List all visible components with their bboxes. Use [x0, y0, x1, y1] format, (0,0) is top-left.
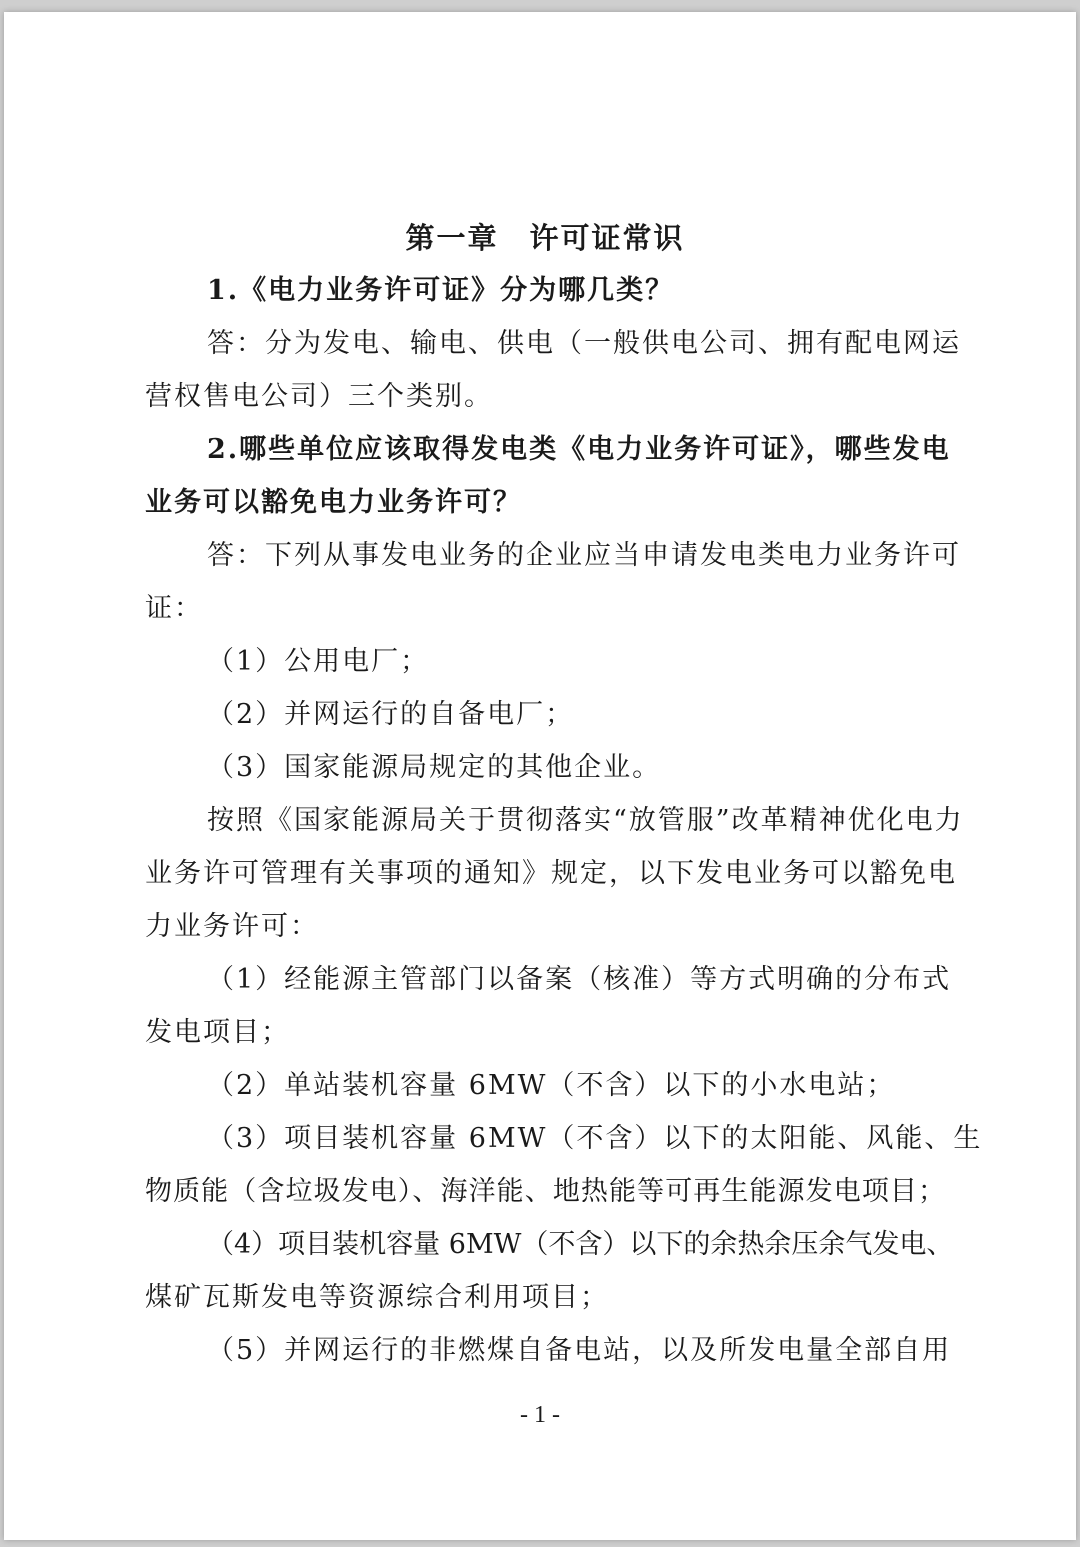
- exempt-item-1-line-1: （1）经能源主管部门以备案（核准）等方式明确的分布式: [207, 964, 952, 995]
- question-1: 1.《电力业务许可证》分为哪几类？: [207, 275, 675, 306]
- paragraph-line-3: 力业务许可：: [145, 911, 319, 942]
- list-item: （1）公用电厂；: [207, 646, 430, 677]
- paragraph-line-1: 按照《国家能源局关于贯彻落实“放管服”改革精神优化电力: [207, 805, 964, 836]
- answer-2-line-2: 证：: [145, 593, 203, 624]
- list-item: （2）并网运行的自备电厂；: [207, 699, 575, 730]
- answer-2-line-1: 答：下列从事发电业务的企业应当申请发电类电力业务许可: [207, 540, 961, 571]
- document-page: [4, 12, 1076, 1540]
- question-2-line-2: 业务可以豁免电力业务许可？: [145, 487, 522, 518]
- exempt-item-5-line-1: （5）并网运行的非燃煤自备电站，以及所发电量全部自用: [207, 1335, 952, 1366]
- paragraph-line-2: 业务许可管理有关事项的通知》规定，以下发电业务可以豁免电: [145, 858, 957, 889]
- answer-1-line-1: 答：分为发电、输电、供电（一般供电公司、拥有配电网运: [207, 328, 961, 359]
- exempt-item-1-line-2: 发电项目；: [145, 1017, 290, 1048]
- chapter-title: 第一章 许可证常识: [405, 221, 685, 255]
- answer-1-line-2: 营权售电公司）三个类别。: [145, 381, 493, 412]
- exempt-item-4-line-2: 煤矿瓦斯发电等资源综合利用项目；: [145, 1282, 609, 1313]
- list-item: （3）国家能源局规定的其他企业。: [207, 752, 662, 783]
- exempt-item-4-line-1: （4）项目装机容量 6MW（不含）以下的余热余压余气发电、: [207, 1229, 954, 1260]
- exempt-item-2: （2）单站装机容量 6MW（不含）以下的小水电站；: [207, 1070, 896, 1101]
- exempt-item-3-line-2: 物质能（含垃圾发电）、海洋能、地热能等可再生能源发电项目；: [145, 1176, 945, 1207]
- exempt-item-3-line-1: （3）项目装机容量 6MW（不含）以下的太阳能、风能、生: [207, 1123, 983, 1154]
- page-number: - 1 -: [520, 1402, 560, 1428]
- question-2-line-1: 2.哪些单位应该取得发电类《电力业务许可证》，哪些发电: [207, 434, 951, 465]
